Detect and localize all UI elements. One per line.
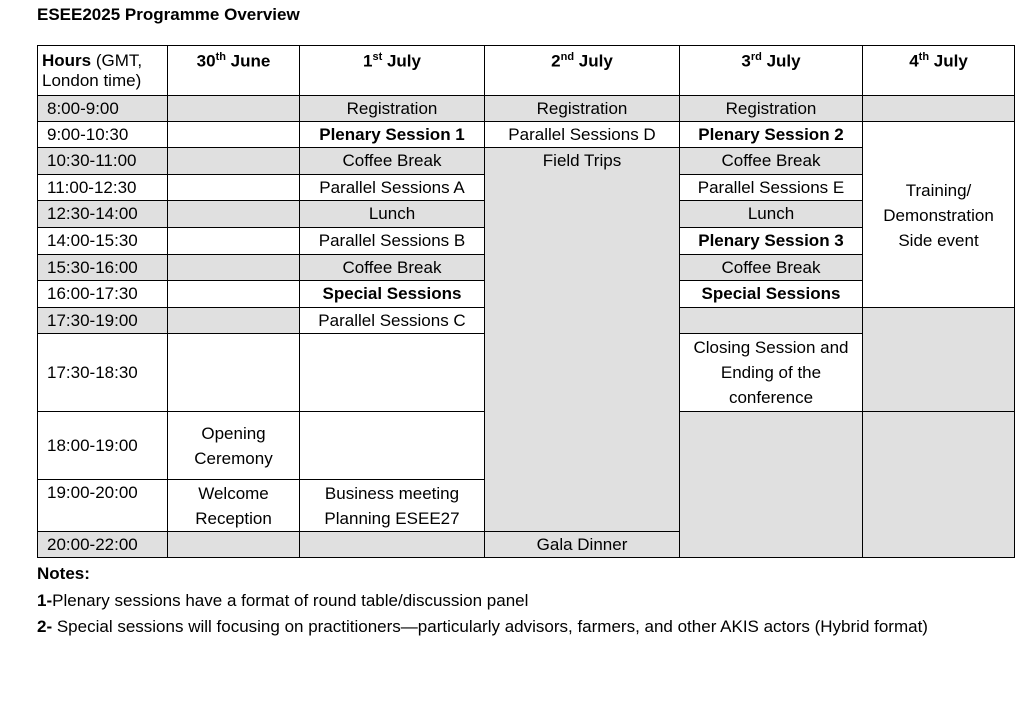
- day-header-1-july: 1st July: [300, 46, 485, 96]
- session-cell: Lunch: [300, 201, 485, 228]
- page-title: ESEE2025 Programme Overview: [37, 5, 300, 24]
- session-cell: Plenary Session 2: [680, 122, 863, 148]
- hour-cell: 15:30-16:00: [38, 255, 168, 281]
- notes-heading: Notes:: [37, 564, 90, 583]
- session-cell: Coffee Break: [680, 148, 863, 175]
- session-cell: Lunch: [680, 201, 863, 228]
- empty-cell: [300, 532, 485, 558]
- header-row: [38, 46, 1015, 96]
- day-header-30-june: 30th June: [168, 46, 300, 96]
- empty-cell: [168, 201, 300, 228]
- session-cell: Registration: [485, 96, 680, 122]
- day-header-2-july: 2nd July: [485, 46, 680, 96]
- hour-cell: 19:00-20:00: [38, 480, 168, 532]
- closing-session-cell: Closing Session and Ending of the conference: [680, 334, 863, 412]
- note-item: 2- Special sessions will focusing on practitioners—particularly advisors, farmers, and other AKIS actors (Hybrid format): [37, 617, 928, 636]
- empty-cell: [168, 122, 300, 148]
- hour-cell: 8:00-9:00: [38, 96, 168, 122]
- opening-ceremony-cell: Opening Ceremony: [168, 412, 300, 480]
- programme-table: [37, 45, 1015, 558]
- session-cell: Parallel Sessions B: [300, 228, 485, 255]
- hour-cell: 18:00-19:00: [38, 412, 168, 480]
- empty-cell: [863, 412, 1015, 558]
- hour-cell: 20:00-22:00: [38, 532, 168, 558]
- notes-section: [37, 561, 1007, 641]
- table-row: [38, 122, 1015, 148]
- empty-cell: [680, 308, 863, 334]
- session-cell: Parallel Sessions D: [485, 122, 680, 148]
- session-cell: Parallel Sessions A: [300, 175, 485, 201]
- side-event-cell: Training/ Demonstration Side event: [863, 122, 1015, 308]
- session-cell: Plenary Session 3: [680, 228, 863, 255]
- note-item: 1-Plenary sessions have a format of round table/discussion panel: [37, 590, 529, 610]
- session-cell: Registration: [680, 96, 863, 122]
- session-cell: Coffee Break: [300, 255, 485, 281]
- empty-cell: [168, 175, 300, 201]
- empty-cell: [168, 334, 300, 412]
- session-cell: Coffee Break: [300, 148, 485, 175]
- session-cell: Special Sessions: [300, 281, 485, 308]
- empty-cell: [168, 148, 300, 175]
- hour-cell: 10:30-11:00: [38, 148, 168, 175]
- session-cell: Parallel Sessions E: [680, 175, 863, 201]
- empty-cell: [168, 281, 300, 308]
- empty-cell: [300, 334, 485, 412]
- session-cell: Special Sessions: [680, 281, 863, 308]
- empty-cell: [680, 412, 863, 558]
- empty-cell: [168, 255, 300, 281]
- hour-cell: 11:00-12:30: [38, 175, 168, 201]
- empty-cell: [168, 96, 300, 122]
- session-cell: Plenary Session 1: [300, 122, 485, 148]
- day-header-3-july: 3rd July: [680, 46, 863, 96]
- session-cell: Parallel Sessions C: [300, 308, 485, 334]
- hours-header: Hours (GMT, London time): [38, 46, 168, 96]
- hour-cell: 17:30-18:30: [38, 334, 168, 412]
- day-header-4-july: 4th July: [863, 46, 1015, 96]
- field-trips-cell: Field Trips: [485, 148, 680, 532]
- session-cell: Registration: [300, 96, 485, 122]
- empty-cell: [300, 412, 485, 480]
- welcome-reception-cell: Welcome Reception: [168, 480, 300, 532]
- hour-cell: 14:00-15:30: [38, 228, 168, 255]
- gala-dinner-cell: Gala Dinner: [485, 532, 680, 558]
- hour-cell: 9:00-10:30: [38, 122, 168, 148]
- table-row: [38, 96, 1015, 122]
- empty-cell: [863, 308, 1015, 412]
- empty-cell: [168, 228, 300, 255]
- empty-cell: [863, 96, 1015, 122]
- empty-cell: [168, 532, 300, 558]
- session-cell: Coffee Break: [680, 255, 863, 281]
- empty-cell: [168, 308, 300, 334]
- business-meeting-cell: Business meeting Planning ESEE27: [300, 480, 485, 532]
- hour-cell: 16:00-17:30: [38, 281, 168, 308]
- hour-cell: 17:30-19:00: [38, 308, 168, 334]
- hour-cell: 12:30-14:00: [38, 201, 168, 228]
